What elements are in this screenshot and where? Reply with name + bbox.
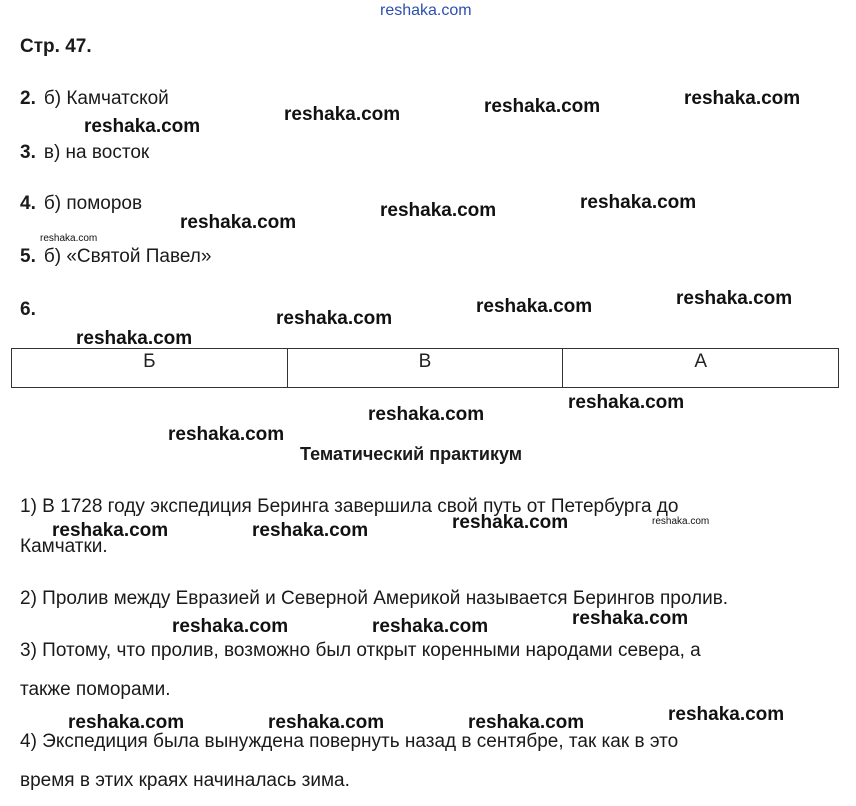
- practicum-1-line-1: 1) В 1728 году экспедиция Беринга завершила свой путь от Петербурга до: [20, 496, 679, 517]
- table-row: [12, 349, 839, 388]
- answer-number: 4.: [20, 193, 36, 214]
- watermark: reshaka.com: [580, 192, 697, 213]
- answer-text: б) поморов: [43, 193, 143, 214]
- practicum-1-line-2: Камчатки.: [20, 536, 108, 557]
- watermark: reshaka.com: [168, 424, 285, 445]
- watermark: reshaka.com: [84, 116, 201, 137]
- answer-number: 5.: [20, 246, 36, 267]
- watermark-small: reshaka.com: [40, 233, 98, 244]
- watermark: reshaka.com: [268, 712, 385, 733]
- table-cell: В: [287, 349, 563, 388]
- watermark: reshaka.com: [484, 96, 601, 117]
- site-header: reshaka.com: [380, 2, 472, 19]
- answer-item-2: [20, 88, 169, 110]
- watermark: reshaka.com: [684, 88, 801, 109]
- answer-number: 3.: [20, 142, 36, 163]
- section-title: Тематический практикум: [300, 444, 523, 464]
- watermark: reshaka.com: [380, 200, 497, 221]
- answer-number: 2.: [20, 88, 36, 109]
- answer-text: в) на восток: [43, 142, 150, 163]
- table-cell: Б: [12, 349, 288, 388]
- practicum-4-line-1: 4) Экспедиция была вынуждена повернуть назад в сентябре, так как в это: [20, 731, 679, 752]
- watermark: reshaka.com: [284, 104, 401, 125]
- practicum-4-line-2: время в этих краях начиналась зима.: [20, 770, 350, 791]
- answer-item-3: [20, 142, 149, 164]
- page-reference: Стр. 47.: [20, 36, 92, 57]
- practicum-3-line-1: 3) Потому, что пролив, возможно был открыт коренными народами севера, а: [20, 640, 701, 661]
- watermark: reshaka.com: [668, 704, 785, 725]
- table-cell: А: [563, 349, 839, 388]
- answer-text: б) «Святой Павел»: [43, 246, 212, 267]
- watermark: reshaka.com: [68, 712, 185, 733]
- watermark-small: reshaka.com: [652, 516, 710, 527]
- answer-item-6: [20, 299, 44, 321]
- watermark: reshaka.com: [76, 328, 193, 349]
- watermark: reshaka.com: [452, 512, 569, 533]
- watermark: reshaka.com: [476, 296, 593, 317]
- watermark: reshaka.com: [372, 616, 489, 637]
- answer-item-4: [20, 193, 142, 215]
- watermark: reshaka.com: [368, 404, 485, 425]
- watermark: reshaka.com: [252, 520, 369, 541]
- watermark: reshaka.com: [468, 712, 585, 733]
- answer-table: [11, 348, 839, 388]
- answer-text: б) Камчатской: [43, 88, 169, 109]
- practicum-3-line-2: также поморами.: [20, 679, 171, 700]
- answer-number: 6.: [20, 299, 36, 320]
- watermark: reshaka.com: [52, 520, 169, 541]
- watermark: reshaka.com: [676, 288, 793, 309]
- practicum-2-line-1: 2) Пролив между Евразией и Северной Америкой называется Берингов пролив.: [20, 588, 729, 609]
- watermark: reshaka.com: [568, 392, 685, 413]
- watermark: reshaka.com: [180, 212, 297, 233]
- watermark: reshaka.com: [276, 308, 393, 329]
- watermark: reshaka.com: [172, 616, 289, 637]
- answer-item-5: [20, 246, 211, 268]
- watermark: reshaka.com: [572, 608, 689, 629]
